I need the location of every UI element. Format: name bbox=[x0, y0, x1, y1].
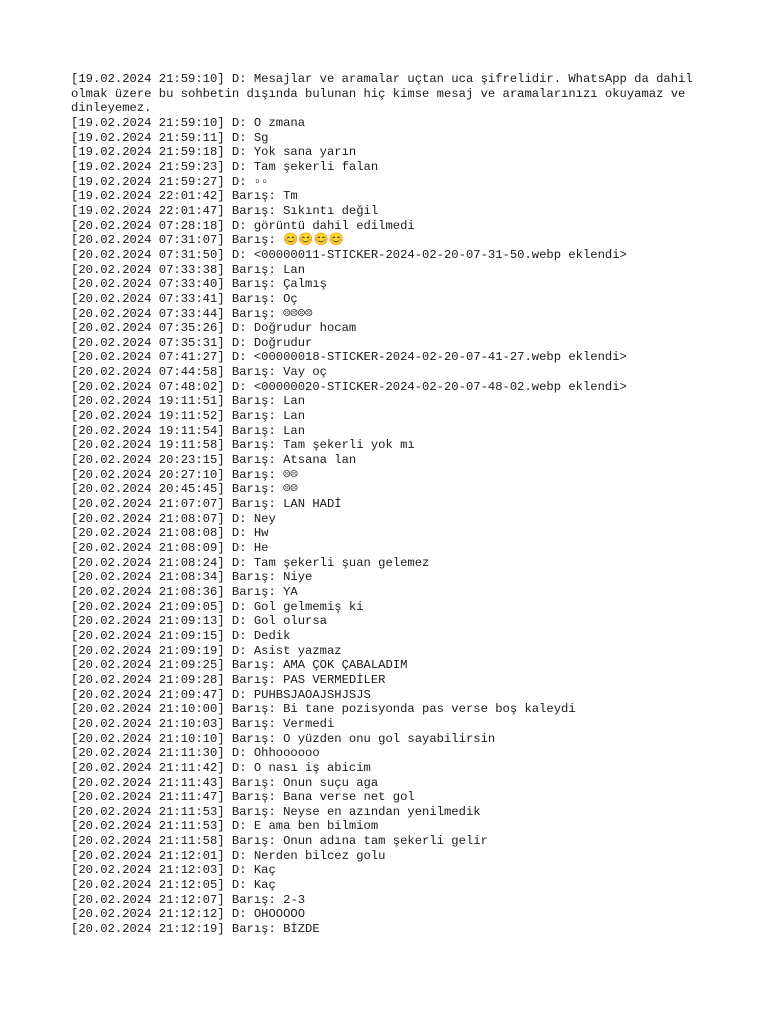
message-line: [20.02.2024 07:41:27] D: <00000018-STICKER-2024-02-20-07-41-27.webp eklendi> bbox=[71, 350, 627, 365]
message-line: [20.02.2024 21:08:34] Barış: Niye bbox=[71, 570, 313, 585]
message-line: [19.02.2024 21:59:27] D: ▫▫ bbox=[71, 174, 269, 189]
message-line: [20.02.2024 07:48:02] D: <00000020-STICKER-2024-02-20-07-48-02.webp eklendi> bbox=[71, 379, 627, 394]
message-line: [19.02.2024 21:59:11] D: Sg bbox=[71, 130, 269, 145]
message-line: [20.02.2024 21:12:07] Barış: 2-3 bbox=[71, 892, 306, 907]
message-line: [19.02.2024 21:59:10] D: O zmana bbox=[71, 115, 306, 130]
message-line: [20.02.2024 21:12:01] D: Nerden bilcez golu bbox=[71, 848, 386, 863]
message-line: [20.02.2024 07:44:58] Barış: Vay oç bbox=[71, 365, 327, 380]
message-line: [20.02.2024 21:10:10] Barış: O yüzden onu gol sayabilirsin bbox=[71, 731, 496, 746]
message-line: [20.02.2024 07:33:41] Barış: Oç bbox=[71, 291, 298, 306]
message-line: [20.02.2024 21:12:05] D: Kaç bbox=[71, 878, 276, 893]
message-line: [20.02.2024 21:09:47] D: PUHBSJAOAJSHJSJS bbox=[71, 687, 371, 702]
message-line: [19.02.2024 21:59:18] D: Yok sana yarın bbox=[71, 145, 357, 160]
message-line: [20.02.2024 07:35:26] D: Doğrudur hocam bbox=[71, 321, 357, 336]
message-list bbox=[71, 116, 711, 937]
message-line: [20.02.2024 21:10:03] Barış: Vermedi bbox=[71, 716, 335, 731]
message-line: [20.02.2024 21:08:08] D: Hw bbox=[71, 526, 269, 541]
message-line: [20.02.2024 21:11:43] Barış: Onun suçu aga bbox=[71, 775, 379, 790]
message-line: [20.02.2024 21:12:12] D: OHOOOOO bbox=[71, 907, 306, 922]
message-line: [20.02.2024 21:11:58] Barış: Onun adına tam şekerli gelir bbox=[71, 834, 488, 849]
message-line: [20.02.2024 21:12:03] D: Kaç bbox=[71, 863, 276, 878]
message-line: [20.02.2024 21:11:42] D: O nası iş abicim bbox=[71, 760, 371, 775]
message-line: [20.02.2024 21:08:09] D: He bbox=[71, 541, 269, 555]
message-line: [20.02.2024 07:35:31] D: Doğrudur bbox=[71, 335, 313, 350]
message-line: [20.02.2024 21:09:15] D: Dedik bbox=[71, 628, 291, 643]
message-line: [20.02.2024 21:11:53] D: E ama ben bilmiom bbox=[71, 819, 379, 834]
message-line: [20.02.2024 07:28:18] D: görüntü dahil edilmedi bbox=[71, 218, 415, 233]
chat-transcript-page bbox=[71, 72, 711, 937]
message-line: [20.02.2024 07:31:07] Barış: 😊😊😊😊 bbox=[71, 233, 344, 248]
message-line: [20.02.2024 21:09:13] D: Gol olursa bbox=[71, 614, 327, 629]
message-line: [20.02.2024 20:27:10] Barış: ☹☹ bbox=[71, 467, 298, 482]
message-line: [19.02.2024 22:01:47] Barış: Sıkıntı değil bbox=[71, 203, 379, 218]
message-line: [20.02.2024 20:23:15] Barış: Atsana lan bbox=[71, 453, 357, 468]
message-line: [19.02.2024 22:01:42] Barış: Tm bbox=[71, 189, 298, 204]
message-line: [20.02.2024 21:09:19] D: Asist yazmaz bbox=[71, 643, 342, 658]
message-line: [20.02.2024 19:11:51] Barış: Lan bbox=[71, 394, 306, 409]
message-line: [20.02.2024 07:33:40] Barış: Çalmış bbox=[71, 277, 327, 292]
message-line: [19.02.2024 21:59:23] D: Tam şekerli falan bbox=[71, 159, 379, 174]
message-line: [20.02.2024 07:33:38] Barış: Lan bbox=[71, 262, 306, 277]
message-line: [20.02.2024 20:45:45] Barış: ☹☹ bbox=[71, 482, 298, 497]
message-line: [20.02.2024 21:09:05] D: Gol gelmemiş ki bbox=[71, 599, 364, 614]
message-line: [20.02.2024 21:08:36] Barış: YA bbox=[71, 584, 298, 599]
message-line: [20.02.2024 21:08:07] D: Ney bbox=[71, 511, 276, 526]
message-line: [20.02.2024 19:11:54] Barış: Lan bbox=[71, 423, 306, 438]
message-line: [20.02.2024 21:11:30] D: Ohhoooooo bbox=[71, 746, 320, 761]
message-line: [20.02.2024 21:09:28] Barış: PAS VERMEDİLER bbox=[71, 672, 386, 687]
message-line: [20.02.2024 07:31:50] D: <00000011-STICKER-2024-02-20-07-31-50.webp eklendi> bbox=[71, 247, 627, 262]
message-line: [20.02.2024 21:11:53] Barış: Neyse en azından yenilmedik bbox=[71, 804, 481, 819]
message-line: [20.02.2024 19:11:52] Barış: Lan bbox=[71, 409, 306, 424]
message-line: [20.02.2024 19:11:58] Barış: Tam şekerli yok mı bbox=[71, 438, 415, 453]
message-line: [20.02.2024 21:08:24] D: Tam şekerli şuan gelemez bbox=[71, 555, 430, 570]
message-line: [20.02.2024 21:10:00] Barış: Bi tane pozisyonda pas verse boş kaleydi bbox=[71, 702, 576, 717]
encryption-notice: [19.02.2024 21:59:10] D: Mesajlar ve aramalar uçtan uca şifrelidir. WhatsApp da dahil olmak üzere bu sohbetin dışında bulunan hiç kimse mesaj ve aramalarınızı okuyamaz ve dinleyemez. bbox=[71, 72, 700, 116]
message-line: [20.02.2024 21:12:19] Barış: BİZDE bbox=[71, 922, 320, 937]
message-line: [20.02.2024 07:33:44] Barış: ☹☹☹☹ bbox=[71, 306, 313, 321]
message-line: [20.02.2024 21:07:07] Barış: LAN HADİ bbox=[71, 497, 342, 512]
message-line: [20.02.2024 21:11:47] Barış: Bana verse net gol bbox=[71, 790, 415, 805]
message-line: [20.02.2024 21:09:25] Barış: AMA ÇOK ÇABALADIM bbox=[71, 658, 408, 673]
